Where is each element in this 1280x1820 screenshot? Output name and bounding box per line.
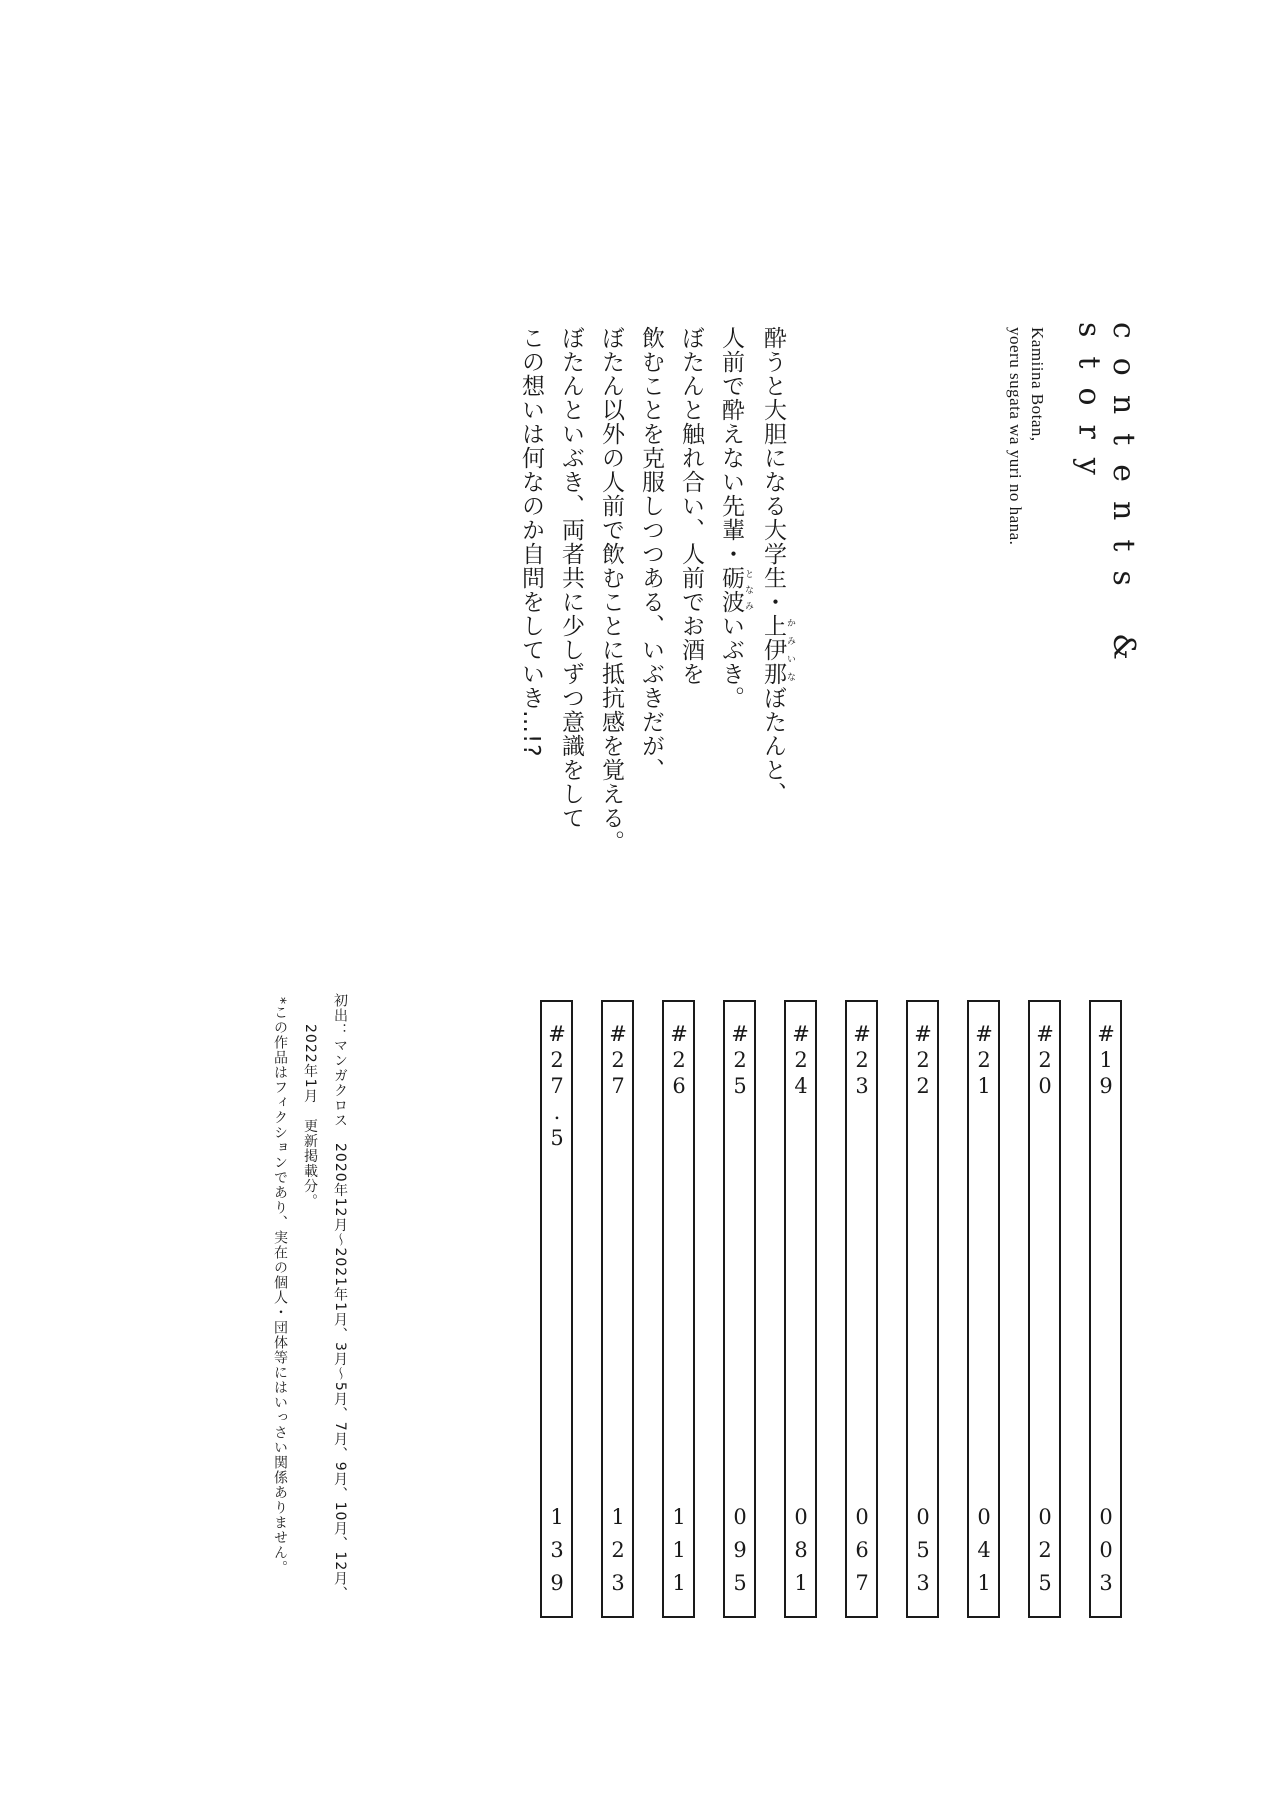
chapter-number: #20	[1033, 1022, 1057, 1100]
notes-line-1: 初出：マンガクロス 2020年12月～2021年1月、3月～5月、7月、9月、10月、12月、	[332, 993, 348, 1602]
chapter-number: #25	[728, 1022, 752, 1100]
chapter-number: #23	[850, 1022, 874, 1100]
page-number: 123	[606, 1505, 630, 1604]
title-line-1: contents &	[1106, 322, 1141, 680]
page-number: 081	[789, 1505, 813, 1604]
page-number: 095	[728, 1505, 752, 1604]
page-title	[1071, 322, 1140, 679]
story-line-2	[711, 326, 753, 854]
story-line-3: ぼたんと触れ合い、人前でお酒を	[678, 326, 704, 686]
toc-entry[interactable]	[540, 1000, 573, 1618]
story-line-7: この想いは何なのか自問をしていき…!?	[518, 326, 544, 758]
story-line-4: 飲むことを克服しつつある、いぶきだが、	[638, 326, 664, 782]
kamiina-ruby	[760, 614, 795, 686]
page-number: 111	[667, 1505, 691, 1604]
toc-entry[interactable]	[1028, 1000, 1061, 1618]
story-line-5: ぼたん以外の人前で飲むことに抵抗感を覚える。	[598, 326, 624, 854]
ruby-kamiina: かみいな	[785, 614, 795, 686]
toc-entry[interactable]	[784, 1000, 817, 1618]
publication-notes	[265, 993, 355, 1601]
story-line-1-pre: 酔うと大胆になる大学生・	[760, 326, 786, 614]
name-kamiina: 上伊那	[760, 614, 786, 686]
story-line-1	[753, 326, 795, 854]
story-line-2-pre: 人前で酔えない先輩・	[718, 326, 744, 566]
tonami-ruby	[718, 566, 753, 614]
page-number: 025	[1033, 1505, 1057, 1604]
story-synopsis	[511, 326, 795, 854]
page-number: 003	[1094, 1505, 1118, 1604]
page-subtitle	[1004, 327, 1048, 545]
chapter-number: #24	[789, 1022, 813, 1100]
notes-line-3: *この作品はフィクションであり、実在の個人・団体等にはいっさい関係ありません。	[272, 997, 288, 1576]
page-number: 041	[972, 1505, 996, 1604]
subtitle-line-1: Kamiina Botan,	[1028, 327, 1047, 442]
story-line-2-post: いぶき。	[718, 614, 744, 710]
chapter-number: #27	[606, 1022, 630, 1100]
story-line-6: ぼたんといぶき、両者共に少しずつ意識をして	[558, 326, 584, 830]
subtitle-line-2: yoeru sugata wa yuri no hana.	[1006, 327, 1025, 546]
chapter-number: #27.5	[545, 1022, 569, 1152]
page-number: 139	[545, 1505, 569, 1604]
toc-entry[interactable]	[723, 1000, 756, 1618]
name-tonami: 砺波	[718, 566, 744, 614]
toc-entry[interactable]	[1089, 1000, 1122, 1618]
toc-entry[interactable]	[845, 1000, 878, 1618]
chapter-number: #19	[1094, 1022, 1118, 1100]
ruby-tonami: となみ	[743, 566, 753, 614]
chapter-number: #26	[667, 1022, 691, 1100]
notes-line-2: 2022年1月 更新掲載分。	[302, 1023, 318, 1209]
page-number: 053	[911, 1505, 935, 1604]
title-line-2: story	[1071, 322, 1107, 494]
story-line-1-post: ぼたんと、	[760, 686, 786, 806]
toc-entry[interactable]	[601, 1000, 634, 1618]
table-of-contents	[540, 1000, 1122, 1618]
chapter-number: #22	[911, 1022, 935, 1100]
chapter-number: #21	[972, 1022, 996, 1100]
toc-entry[interactable]	[662, 1000, 695, 1618]
toc-entry[interactable]	[967, 1000, 1000, 1618]
toc-entry[interactable]	[906, 1000, 939, 1618]
page-number: 067	[850, 1505, 874, 1604]
